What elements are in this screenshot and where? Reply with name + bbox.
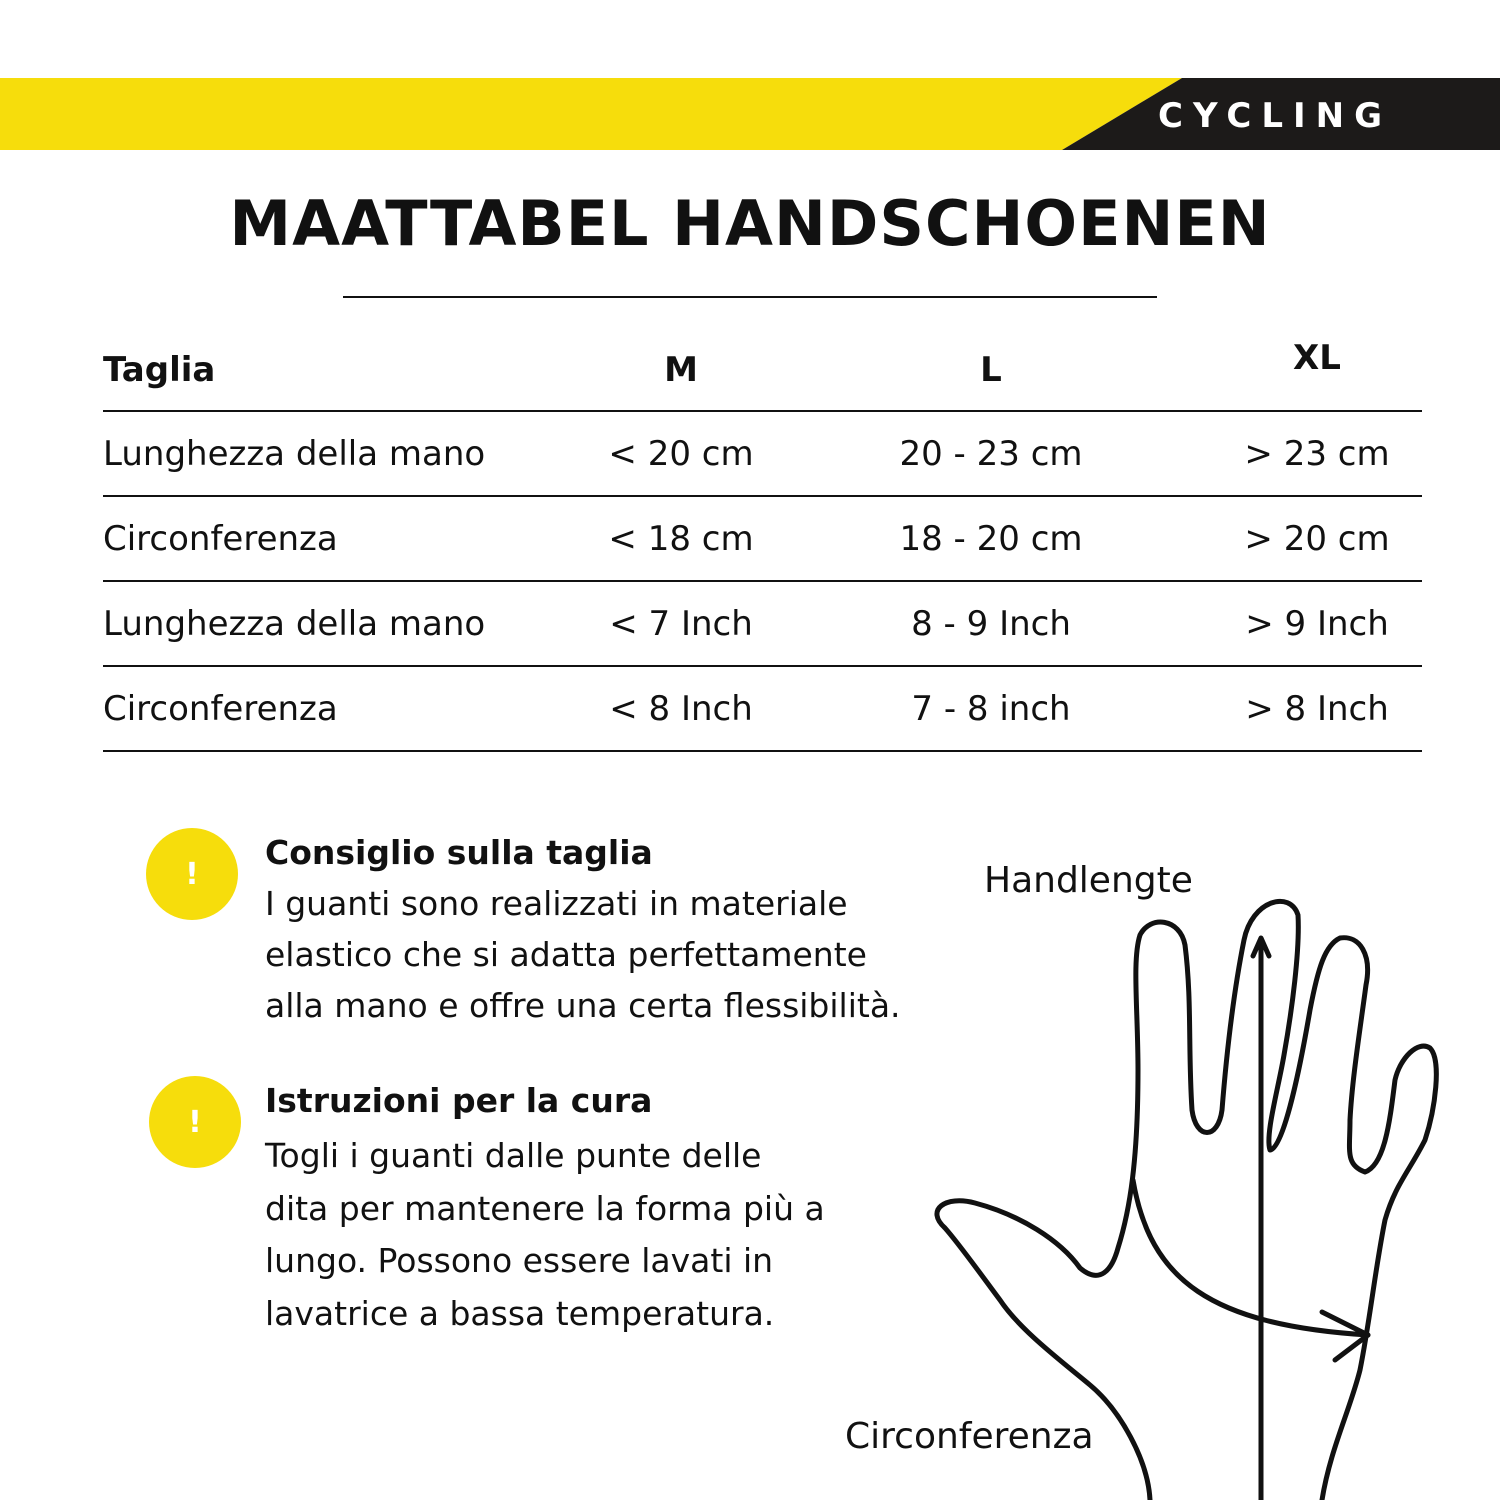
cell-m: < 18 cm xyxy=(608,518,754,559)
table-row xyxy=(103,412,1422,497)
size-advice-text xyxy=(265,878,901,1031)
cell-xl: > 20 cm xyxy=(1244,518,1390,559)
cell-xl: > 8 Inch xyxy=(1245,688,1389,729)
cell-l: 20 - 23 cm xyxy=(899,433,1083,474)
text-line: dita per mantenere la forma più a xyxy=(265,1188,825,1228)
text-line: lavatrice a bassa temperatura. xyxy=(265,1293,775,1333)
header-size: Taglia xyxy=(103,350,216,390)
cell-l: 8 - 9 Inch xyxy=(911,603,1071,644)
size-advice-title: Consiglio sulla taglia xyxy=(265,833,653,872)
text-line: I guanti sono realizzati in materiale xyxy=(265,884,848,923)
care-instructions-text xyxy=(265,1130,825,1340)
table-row xyxy=(103,667,1422,752)
size-table xyxy=(103,330,1422,752)
text-line: lungo. Possono essere lavati in xyxy=(265,1241,774,1280)
cell-m: < 20 cm xyxy=(608,433,754,474)
circumference-label: Circonferenza xyxy=(845,1416,1094,1457)
header-xl: XL xyxy=(1293,338,1341,378)
header-l: L xyxy=(980,350,1002,390)
table-row xyxy=(103,582,1422,667)
cell-xl: > 23 cm xyxy=(1244,433,1390,474)
row-label: Lunghezza della mano xyxy=(103,433,486,474)
page-title: MAATTABEL HANDSCHOENEN xyxy=(229,187,1271,260)
table-row xyxy=(103,497,1422,582)
exclamation-icon: ! xyxy=(149,1076,241,1168)
row-label: Circonferenza xyxy=(103,688,338,729)
row-label: Lunghezza della mano xyxy=(103,603,486,644)
cell-m: < 8 Inch xyxy=(609,688,753,729)
category-label: CYCLING xyxy=(1158,96,1392,136)
cell-l: 18 - 20 cm xyxy=(899,518,1083,559)
row-label: Circonferenza xyxy=(103,518,338,559)
care-instructions-title: Istruzioni per la cura xyxy=(265,1081,653,1120)
hand-outline-icon xyxy=(900,840,1460,1500)
header-m: M xyxy=(664,350,698,390)
hand-length-label: Handlengte xyxy=(984,860,1193,901)
text-line: elastico che si adatta perfettamente xyxy=(265,935,867,974)
table-header-row xyxy=(103,330,1422,412)
text-line: alla mano e offre una certa flessibilità. xyxy=(265,986,901,1025)
cell-l: 7 - 8 inch xyxy=(911,688,1071,729)
text-line: Togli i guanti dalle punte delle xyxy=(265,1136,762,1175)
title-divider xyxy=(343,296,1157,298)
cell-xl: > 9 Inch xyxy=(1245,603,1389,644)
cell-m: < 7 Inch xyxy=(609,603,753,644)
exclamation-icon: ! xyxy=(146,828,238,920)
